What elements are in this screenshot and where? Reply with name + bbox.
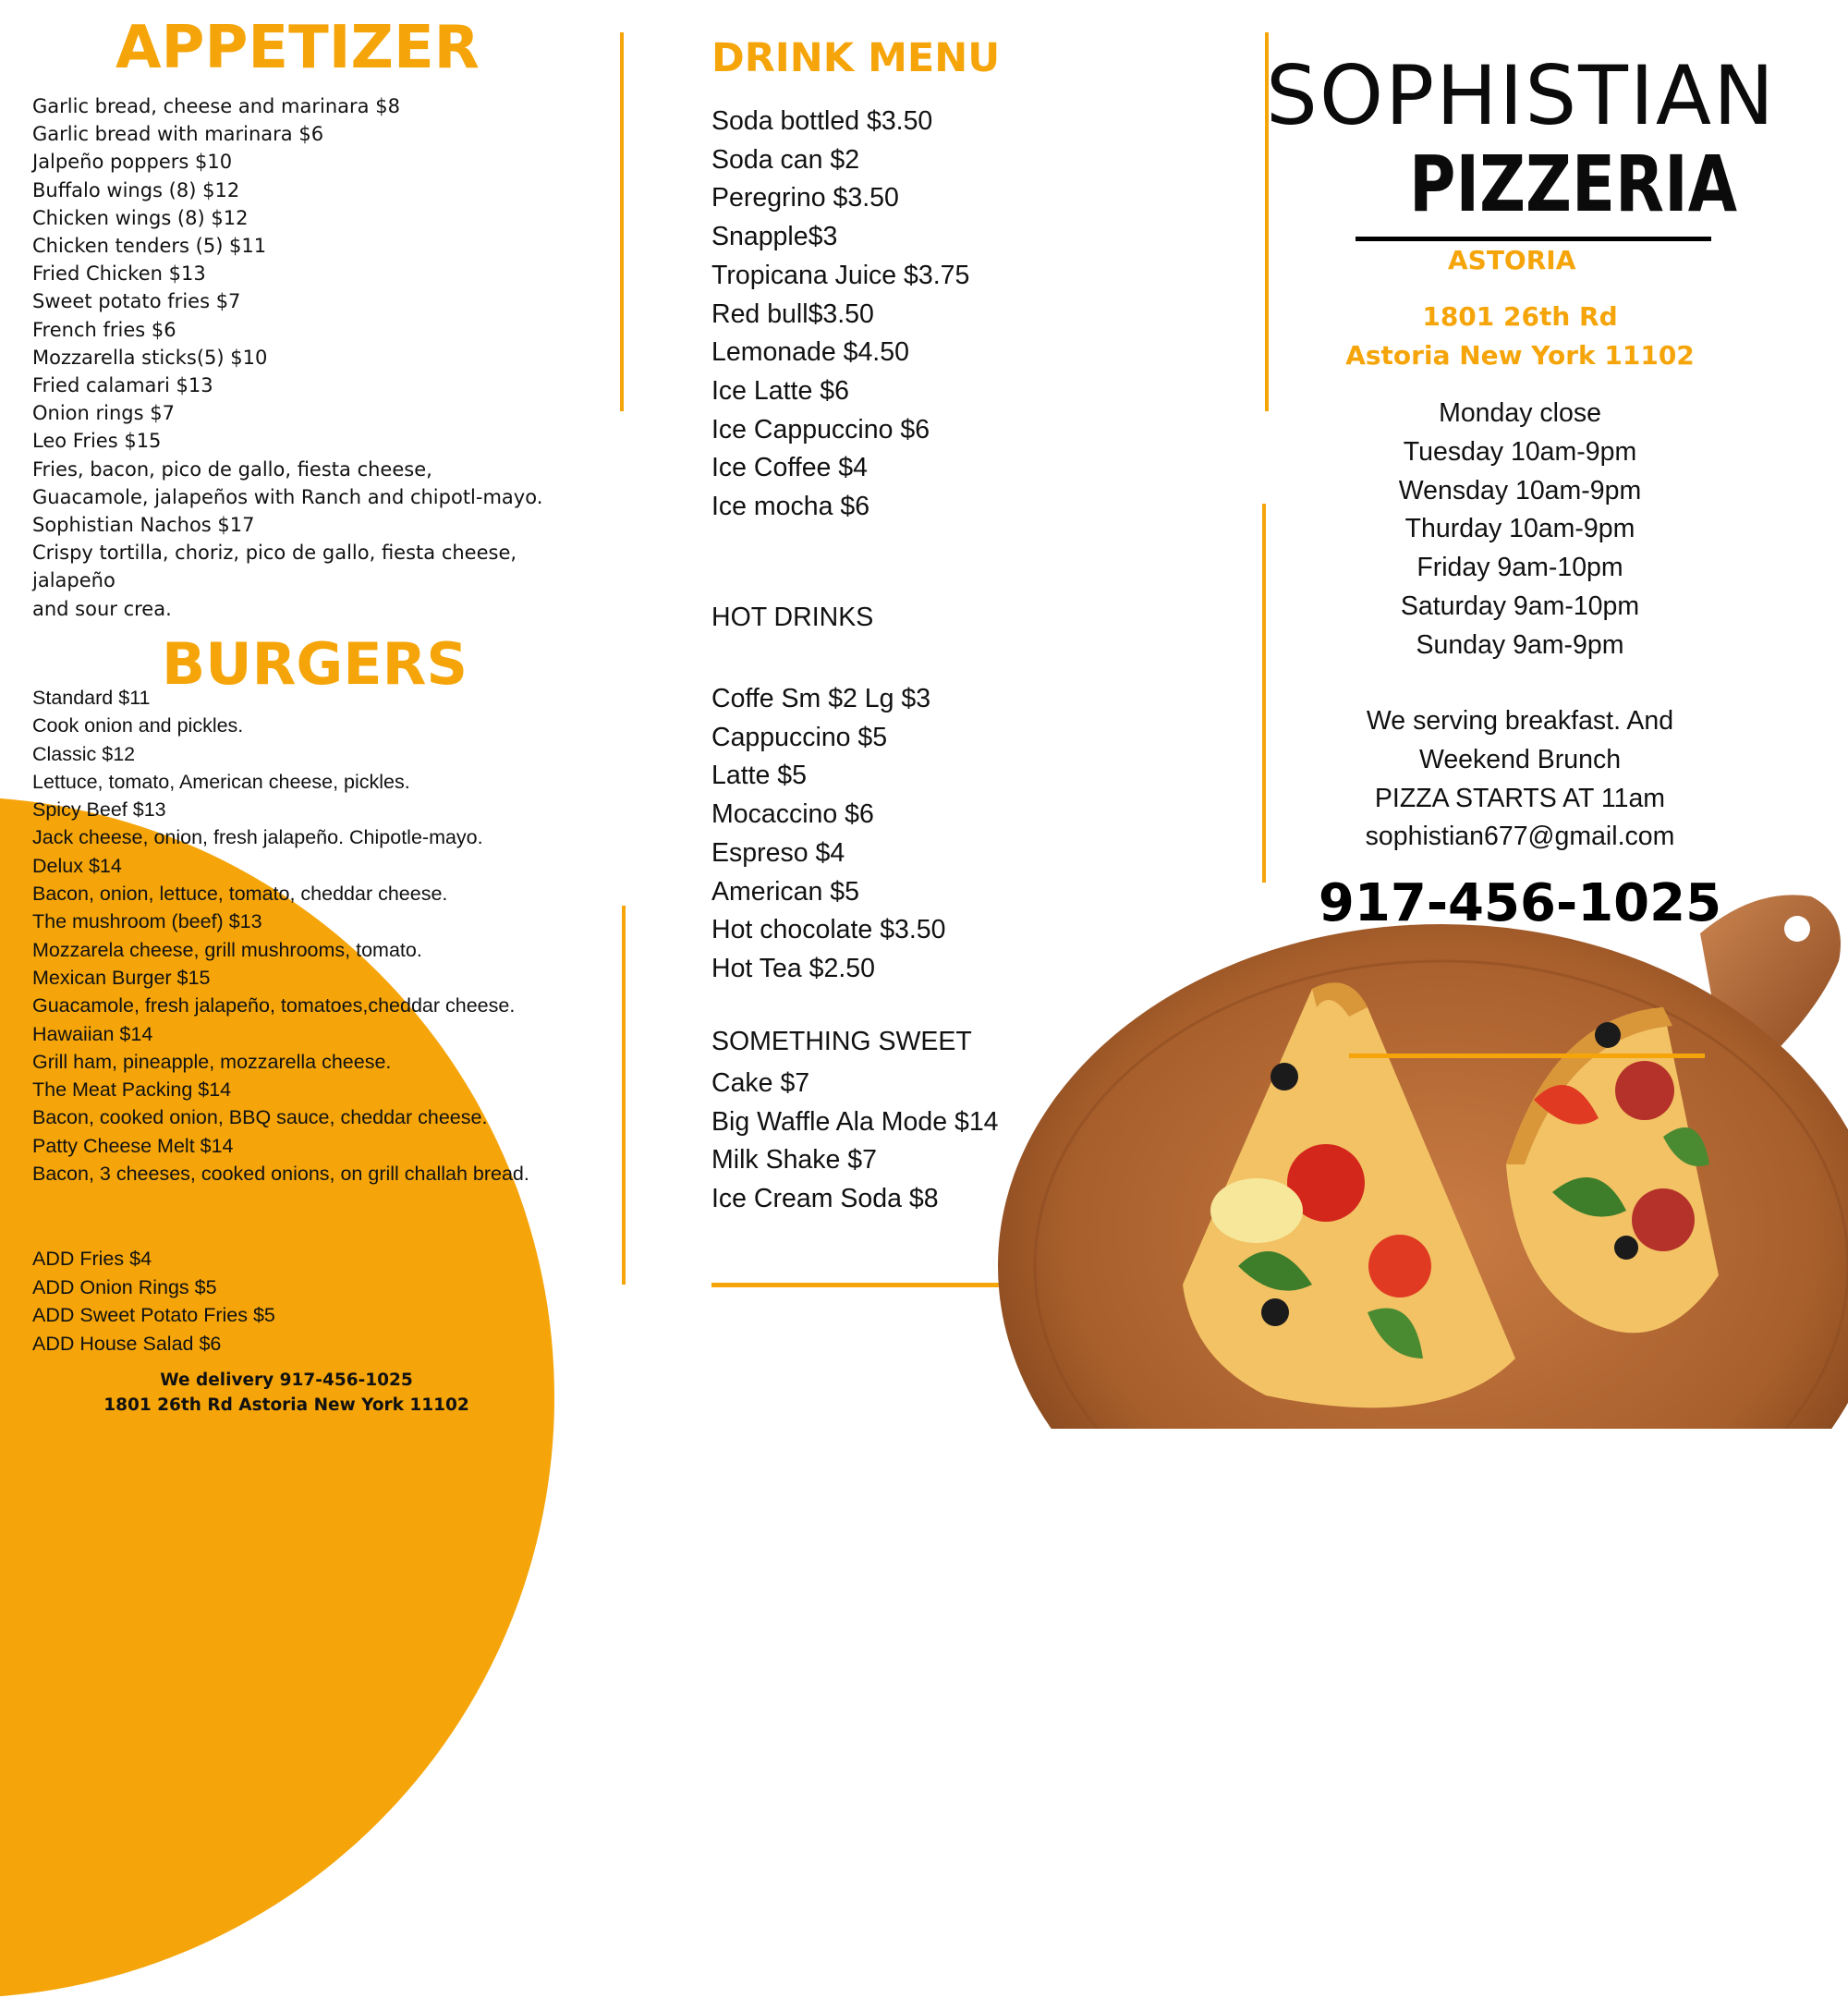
list-item: Bacon, cooked onion, BBQ sauce, cheddar cheese. (32, 1106, 488, 1129)
addons-list (32, 1245, 275, 1358)
hours-row: Saturday 9am-10pm (1400, 591, 1640, 621)
pizza-board-illustration (961, 878, 1848, 1429)
info-line: We serving breakfast. And (1366, 706, 1674, 736)
sweet-heading: SOMETHING SWEET (711, 1027, 972, 1056)
email-link[interactable]: sophistian677@gmail.com (1365, 822, 1675, 852)
list-item: Fried calamari $13 (32, 374, 213, 397)
phone-number[interactable]: 917-456-1025 (1318, 873, 1722, 933)
address-line: 1801 26th Rd (1422, 301, 1618, 332)
delivery-phone: We delivery 917-456-1025 (160, 1371, 413, 1390)
list-item: Sweet potato fries $7 (32, 290, 241, 313)
hot-drinks-heading: HOT DRINKS (711, 603, 874, 632)
tomato (1368, 1235, 1431, 1297)
list-item: Soda can $2 (711, 144, 860, 175)
salami (1615, 1061, 1674, 1120)
hours-row: Tuesday 10am-9pm (1403, 436, 1637, 467)
list-item: French fries $6 (32, 318, 176, 341)
list-item: ADD Onion Rings $5 (32, 1275, 217, 1298)
list-item: Cappuccino $5 (711, 722, 888, 752)
list-item: Guacamole, fresh jalapeño, tomatoes,cheddar cheese. (32, 994, 516, 1017)
list-item: Latte $5 (711, 761, 808, 791)
brand-name: SOPHISTIAN (1266, 48, 1776, 143)
delivery-info (55, 1368, 517, 1418)
list-item: Chicken wings (8) $12 (32, 206, 249, 229)
hours-row: Sunday 9am-9pm (1416, 629, 1624, 660)
drinks-heading: DRINK MENU (711, 35, 1001, 81)
brand-subtitle: PIZZERIA (1409, 139, 1738, 229)
list-item: Delux $14 (32, 854, 122, 877)
list-item: Cake $7 (711, 1068, 810, 1098)
brand-underline (1356, 237, 1711, 241)
divider-col1-bottom (622, 906, 626, 1285)
restaurant-info (1284, 702, 1756, 857)
list-item: Hawaiian $14 (32, 1022, 153, 1045)
list-item: Patty Cheese Melt $14 (32, 1134, 234, 1157)
list-item: Fries, bacon, pico de gallo, fiesta cheese, (32, 457, 432, 481)
list-item: Crispy tortilla, choriz, pico de gallo, fiesta cheese, (32, 542, 517, 565)
burgers-list (32, 684, 529, 1188)
info-line: PIZZA STARTS AT 11am (1374, 783, 1666, 813)
list-item: Ice Cappuccino $6 (711, 414, 930, 445)
brand-location: ASTORIA (1448, 245, 1576, 275)
brand-accent-rule (1349, 1054, 1705, 1058)
olive (1595, 1022, 1621, 1048)
list-item: Tropicana Juice $3.75 (711, 260, 970, 290)
divider-col2-mid (1262, 504, 1266, 883)
drinks-list (711, 103, 969, 527)
burgers-heading: BURGERS (162, 630, 468, 698)
hours-row: Wensday 10am-9pm (1398, 475, 1642, 506)
olive (1614, 1236, 1638, 1260)
list-item: Jack cheese, onion, fresh jalapeño. Chipotle-mayo. (32, 826, 483, 849)
list-item: Standard $11 (32, 687, 151, 709)
list-item: Espreso $4 (711, 837, 845, 868)
list-item: and sour crea. (32, 597, 172, 620)
list-item: Snapple$3 (711, 222, 838, 252)
list-item: Ice Cream Soda $8 (711, 1184, 939, 1214)
list-item: Spicy Beef $13 (32, 798, 166, 822)
list-item: The mushroom (beef) $13 (32, 910, 262, 933)
list-item: Bacon, 3 cheeses, cooked onions, on grill challah bread. (32, 1163, 529, 1186)
list-item: Coffe Sm $2 Lg $3 (711, 684, 931, 713)
list-item: Bacon, onion, lettuce, tomato, cheddar cheese. (32, 883, 448, 906)
list-item: jalapeño (32, 569, 116, 592)
list-item: The Meat Packing $14 (32, 1078, 232, 1102)
hours-row: Thurday 10am-9pm (1404, 514, 1635, 544)
list-item: Hot Tea $2.50 (711, 953, 875, 983)
hot-drinks-list (711, 680, 946, 989)
hours-row: Monday close (1439, 398, 1601, 428)
list-item: ADD Sweet Potato Fries $5 (32, 1304, 275, 1326)
list-item: Soda bottled $3.50 (711, 106, 933, 136)
list-item: Milk Shake $7 (711, 1145, 878, 1176)
list-item: Ice mocha $6 (711, 492, 870, 522)
pineapple (1210, 1178, 1303, 1243)
list-item: Garlic bread with marinara $6 (32, 123, 324, 146)
hours-row: Friday 9am-10pm (1416, 553, 1623, 583)
delivery-address: 1801 26th Rd Astoria New York 11102 (103, 1395, 469, 1415)
list-item: Guacamole, jalapeños with Ranch and chipotl-mayo. (32, 485, 543, 508)
board-hole (1784, 916, 1810, 942)
list-item: Lemonade $4.50 (711, 337, 909, 368)
appetizer-heading: APPETIZER (116, 14, 480, 82)
list-item: Buffalo wings (8) $12 (32, 178, 240, 201)
olive (1261, 1298, 1289, 1326)
appetizer-list (32, 92, 624, 623)
list-item: Hot chocolate $3.50 (711, 915, 946, 945)
list-item: Lettuce, tomato, American cheese, pickles. (32, 770, 410, 793)
list-item: Mozzarella sticks(5) $10 (32, 346, 268, 369)
list-item: Grill ham, pineapple, mozzarella cheese. (32, 1050, 392, 1073)
olive (1270, 1063, 1298, 1090)
list-item: ADD House Salad $6 (32, 1332, 222, 1355)
list-item: Big Waffle Ala Mode $14 (711, 1106, 999, 1137)
sweet-list (711, 1065, 999, 1219)
list-item: Sophistian Nachos $17 (32, 514, 255, 537)
list-item: Red bull$3.50 (711, 298, 874, 329)
list-item: American $5 (711, 876, 859, 907)
address (1284, 298, 1756, 375)
list-item: Garlic bread, cheese and marinara $8 (32, 95, 400, 117)
list-item: Classic $12 (32, 742, 136, 765)
list-item: Mocaccino $6 (711, 799, 874, 830)
list-item: ADD Fries $4 (32, 1248, 152, 1270)
list-item: Mozzarela cheese, grill mushrooms, tomato. (32, 938, 422, 961)
list-item: Fried Chicken $13 (32, 262, 206, 286)
list-item: Chicken tenders (5) $11 (32, 235, 267, 258)
salami (1632, 1188, 1695, 1251)
list-item: Ice Coffee $4 (711, 453, 869, 483)
list-item: Cook onion and pickles. (32, 714, 244, 737)
list-item: Ice Latte $6 (711, 375, 849, 406)
list-item: Peregrino $3.50 (711, 183, 899, 213)
list-item: Onion rings $7 (32, 402, 175, 425)
list-item: Mexican Burger $15 (32, 966, 211, 989)
info-line: Weekend Brunch (1418, 744, 1622, 774)
address-line: Astoria New York 11102 (1345, 340, 1695, 371)
opening-hours (1284, 395, 1756, 665)
list-item: Jalpeño poppers $10 (32, 151, 233, 174)
list-item: Leo Fries $15 (32, 430, 162, 453)
